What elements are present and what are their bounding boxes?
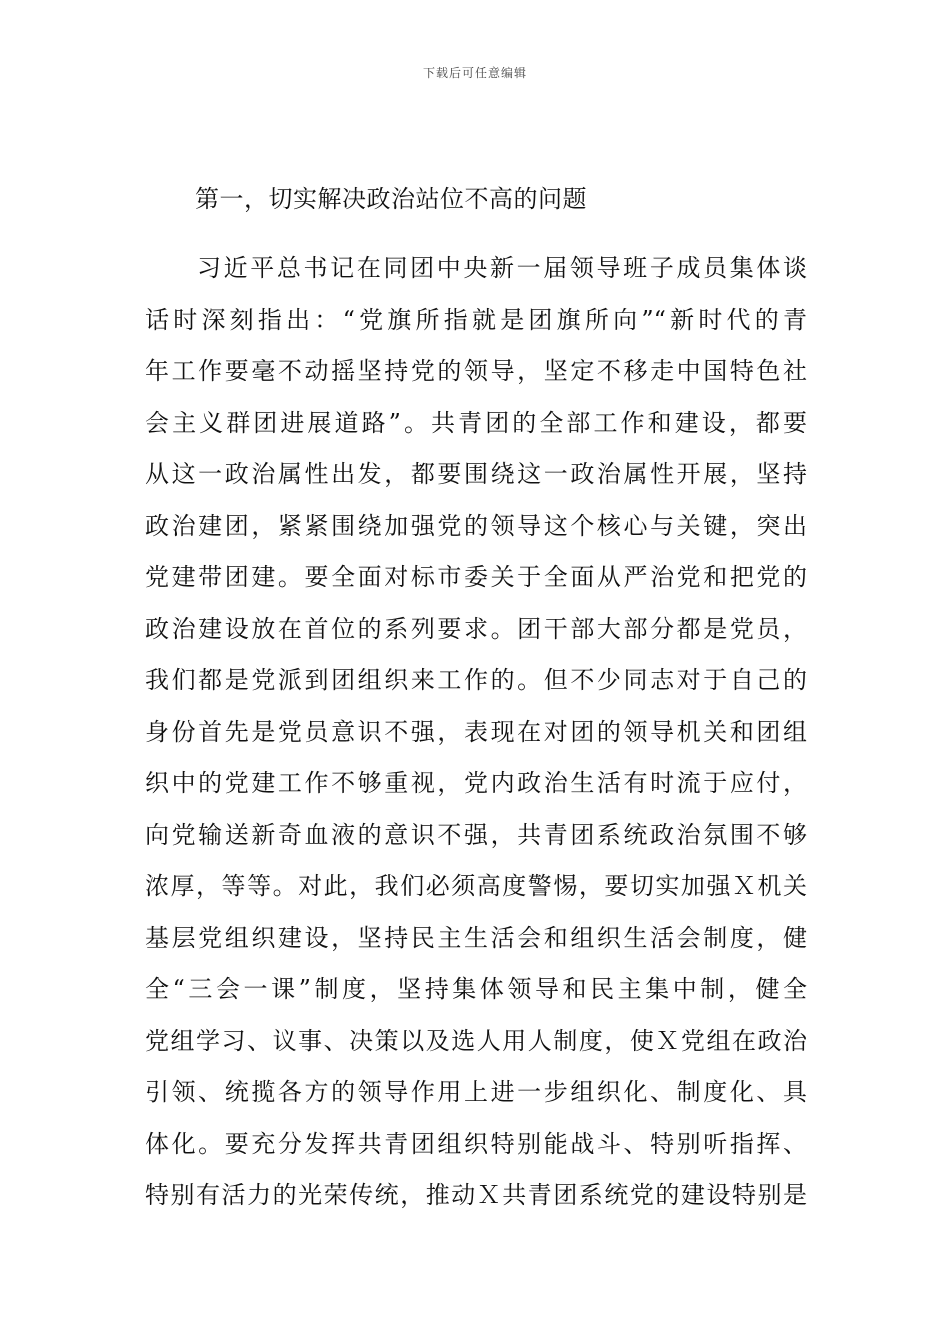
paragraph-line: 引领、统揽各方的领导作用上进一步组织化、制度化、具 (145, 1078, 807, 1106)
paragraph-line: 体化。要充分发挥共青团组织特别能战斗、特别听指挥、 (145, 1129, 807, 1158)
paragraph-line: 话时深刻指出：“党旗所指就是团旗所向”“新时代的青 (145, 305, 807, 334)
section-heading: 第一，切实解决政治站位不高的问题 (195, 185, 587, 213)
paragraph-line: 身份首先是党员意识不强，表现在对团的领导机关和团组 (145, 717, 807, 746)
paragraph-line: 基层党组织建设，坚持民主生活会和组织生活会制度，健 (145, 923, 807, 952)
body-paragraph (145, 224, 807, 1222)
paragraph-line: 党组学习、议事、决策以及选人用人制度，使Ｘ党组在政治 (145, 1026, 807, 1055)
paragraph-line: 浓厚，等等。对此，我们必须高度警惕，要切实加强Ｘ机关 (145, 872, 807, 900)
header-note: 下载后可任意编辑 (422, 66, 527, 80)
paragraph-line: 向党输送新奇血液的意识不强，共青团系统政治氛围不够 (145, 820, 807, 849)
paragraph-line: 年工作要毫不动摇坚持党的领导，坚定不移走中国特色社 (145, 357, 807, 385)
paragraph-line: 习近平总书记在同团中央新一届领导班子成员集体谈 (197, 254, 807, 282)
paragraph-line: 政治建团，紧紧围绕加强党的领导这个核心与关键，突出 (145, 511, 807, 540)
paragraph-line: 政治建设放在首位的系列要求。团干部大部分都是党员， (145, 614, 807, 643)
paragraph-line: 党建带团建。要全面对标市委关于全面从严治党和把党的 (145, 563, 807, 591)
paragraph-line: 织中的党建工作不够重视，党内政治生活有时流于应付， (145, 769, 807, 797)
paragraph-line: 从这一政治属性出发，都要围绕这一政治属性开展，坚持 (145, 460, 807, 488)
paragraph-line: 全“三会一课”制度，坚持集体领导和民主集中制，健全 (145, 975, 807, 1003)
paragraph-line: 会主义群团进展道路”。共青团的全部工作和建设，都要 (145, 408, 807, 437)
paragraph-line: 特别有活力的光荣传统，推动Ｘ共青团系统党的建设特别是 (145, 1181, 807, 1209)
paragraph-line: 我们都是党派到团组织来工作的。但不少同志对于自己的 (145, 666, 807, 694)
